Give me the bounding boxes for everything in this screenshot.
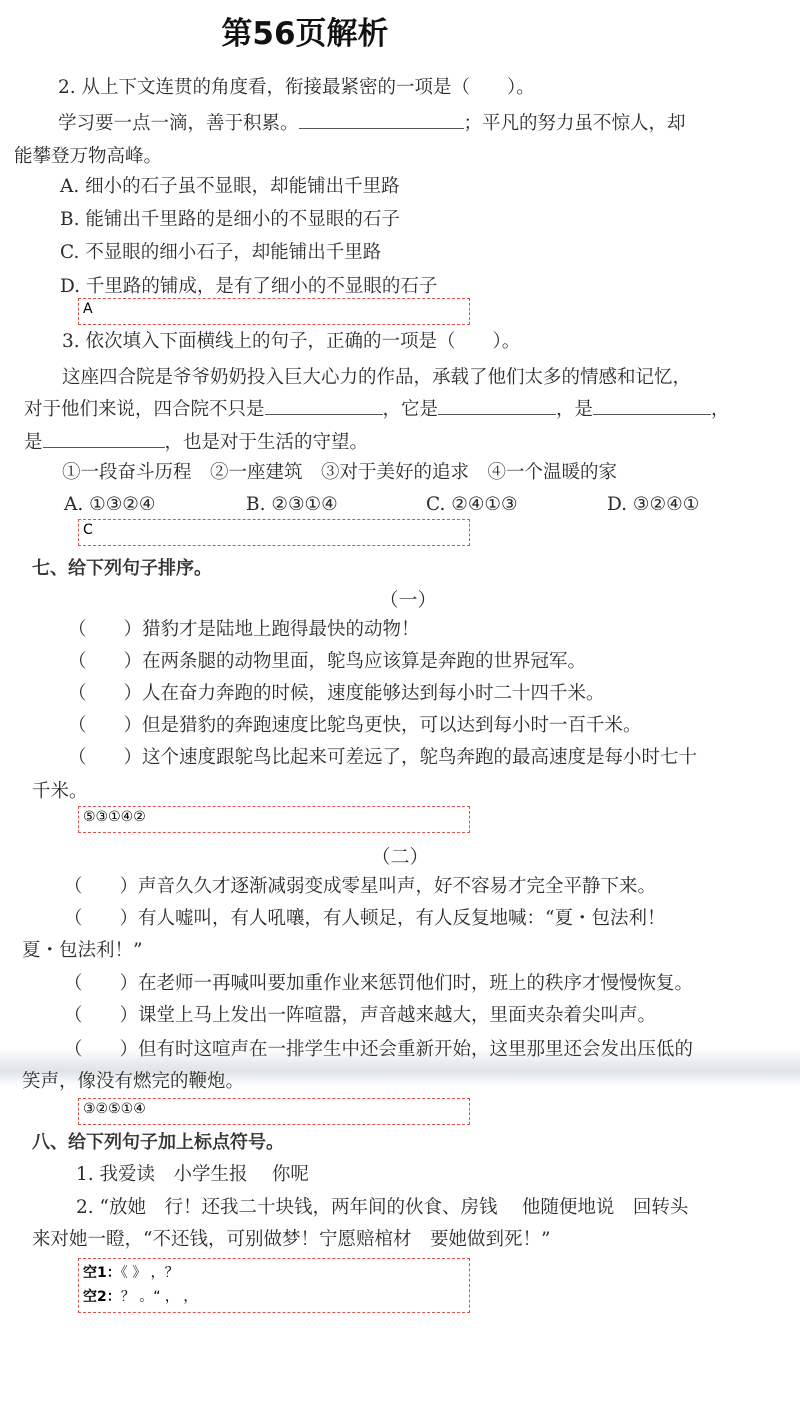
q3-passage-line2 [24, 396, 730, 422]
q3-option-c: C. ②④①③ [426, 494, 518, 515]
q3-passage-2b: ，它是 [382, 399, 439, 420]
s8-answer-2-value: ？ 。“ ， ， [120, 1289, 198, 1305]
s8-line-2: 2. “放她 行！还我二十块钱，两年间的伙食、房钱 他随便地说 回转头 [76, 1197, 689, 1218]
q3-option-b: B. ②③①④ [246, 494, 338, 515]
s7-p2-line-5-cont: 笑声，像没有燃完的鞭炮。 [22, 1071, 245, 1092]
s7-p1-line-3: （ ）人在奋力奔跑的时候，速度能够达到每小时二十四千米。 [68, 683, 605, 704]
q2-passage-a: 学习要一点一滴，善于积累。 [58, 113, 299, 134]
q2-option-d: D. 千里路的铺成，是有了细小的不显眼的石子 [60, 276, 438, 297]
q2-passage-line1 [58, 110, 686, 136]
s7-p1-line-1: （ ）猎豹才是陆地上跑得最快的动物！ [68, 619, 420, 640]
s7-p2-line-5: （ ）但有时这喧声在一排学生中还会重新开始，这里那里还会发出压低的 [64, 1039, 694, 1060]
s7-p2-line-3: （ ）在老师一再喊叫要加重作业来惩罚他们时，班上的秩序才慢慢恢复。 [64, 973, 694, 994]
s8-answer-1 [83, 1261, 465, 1285]
q3-option-d: D. ③②④① [607, 494, 700, 515]
s8-line-3: 来对她一瞪，“不还钱，可别做梦！宁愿赔棺材 要她做到死！” [32, 1229, 551, 1250]
q2-option-c: C. 不显眼的细小石子，却能铺出千里路 [60, 242, 382, 263]
s7-p1-line-4: （ ）但是猎豹的奔跑速度比鸵鸟更快，可以达到每小时一百千米。 [68, 715, 642, 736]
q3-stem: 3. 依次填入下面横线上的句子，正确的一项是（ ）。 [62, 331, 521, 352]
s8-answer-2-label: 空2： [83, 1289, 121, 1305]
s7-p1-line-5: （ ）这个速度跟鸵鸟比起来可差远了，鸵鸟奔跑的最高速度是每小时七十 [68, 747, 698, 768]
q3-passage-line3 [24, 429, 368, 455]
q3-passage-2d: ， [711, 399, 730, 420]
q3-blank-1 [265, 396, 383, 415]
q2-stem: 2. 从上下文连贯的角度看，衔接最紧密的一项是（ ）。 [58, 77, 535, 98]
q3-passage-2c: ，是 [556, 399, 594, 420]
q3-option-a: A. ①③②④ [64, 494, 156, 515]
q3-passage-2a: 对于他们来说，四合院不只是 [24, 399, 265, 420]
s7-p1-line-5-cont: 千米。 [32, 781, 88, 802]
s8-answer-1-label: 空1： [83, 1265, 121, 1281]
s8-answer-1-value: 《 》 ，？ [120, 1265, 179, 1281]
q3-passage-3a: 是 [24, 432, 43, 453]
q3-blank-3 [593, 396, 711, 415]
q3-answer-box: C [78, 519, 470, 546]
section-7-part1-title: （一） [379, 589, 437, 611]
s7-part2-answer-box: ③②⑤①④ [78, 1098, 470, 1125]
q2-passage-line2: 能攀登万物高峰。 [14, 146, 163, 167]
q2-answer-box: A [78, 298, 470, 325]
s8-answer-box [78, 1258, 470, 1313]
q2-blank [299, 110, 464, 129]
section-8-heading: 八、给下列句子加上标点符号。 [32, 1132, 284, 1153]
page-title: 第56页解析 [221, 16, 389, 52]
s7-p1-line-2: （ ）在两条腿的动物里面，鸵鸟应该算是奔跑的世界冠军。 [68, 651, 587, 672]
s7-part1-answer-box: ⑤③①④② [78, 806, 470, 833]
s7-p2-line-2: （ ）有人嘘叫，有人吼嚷，有人顿足，有人反复地喊：“夏・包法利！ [64, 908, 666, 929]
q3-blank-4 [43, 429, 165, 448]
s8-line-1: 1. 我爱读 小学生报 你呢 [76, 1164, 309, 1185]
q3-passage-line1: 这座四合院是爷爷奶奶投入巨大心力的作品，承载了他们太多的情感和记忆， [62, 367, 692, 388]
q3-blank-2 [438, 396, 556, 415]
q2-option-a: A. 细小的石子虽不显眼，却能铺出千里路 [60, 176, 400, 197]
s7-p2-line-4: （ ）课堂上马上发出一阵喧嚣，声音越来越大，里面夹杂着尖叫声。 [64, 1005, 657, 1026]
q3-passage-3b: ，也是对于生活的守望。 [164, 432, 369, 453]
s8-answer-2 [83, 1285, 465, 1309]
section-7-part2-title: （二） [371, 846, 429, 868]
s7-p2-line-1: （ ）声音久久才逐渐减弱变成零星叫声，好不容易才完全平静下来。 [64, 876, 657, 897]
q2-passage-b: ；平凡的努力虽不惊人，却 [463, 113, 686, 134]
q2-option-b: B. 能铺出千里路的是细小的不显眼的石子 [60, 209, 400, 230]
q3-items: ①一段奋斗历程 ②一座建筑 ③对于美好的追求 ④一个温暖的家 [62, 462, 618, 483]
section-7-heading: 七、给下列句子排序。 [32, 558, 212, 579]
s7-p2-line-2-cont: 夏・包法利！” [22, 940, 143, 961]
